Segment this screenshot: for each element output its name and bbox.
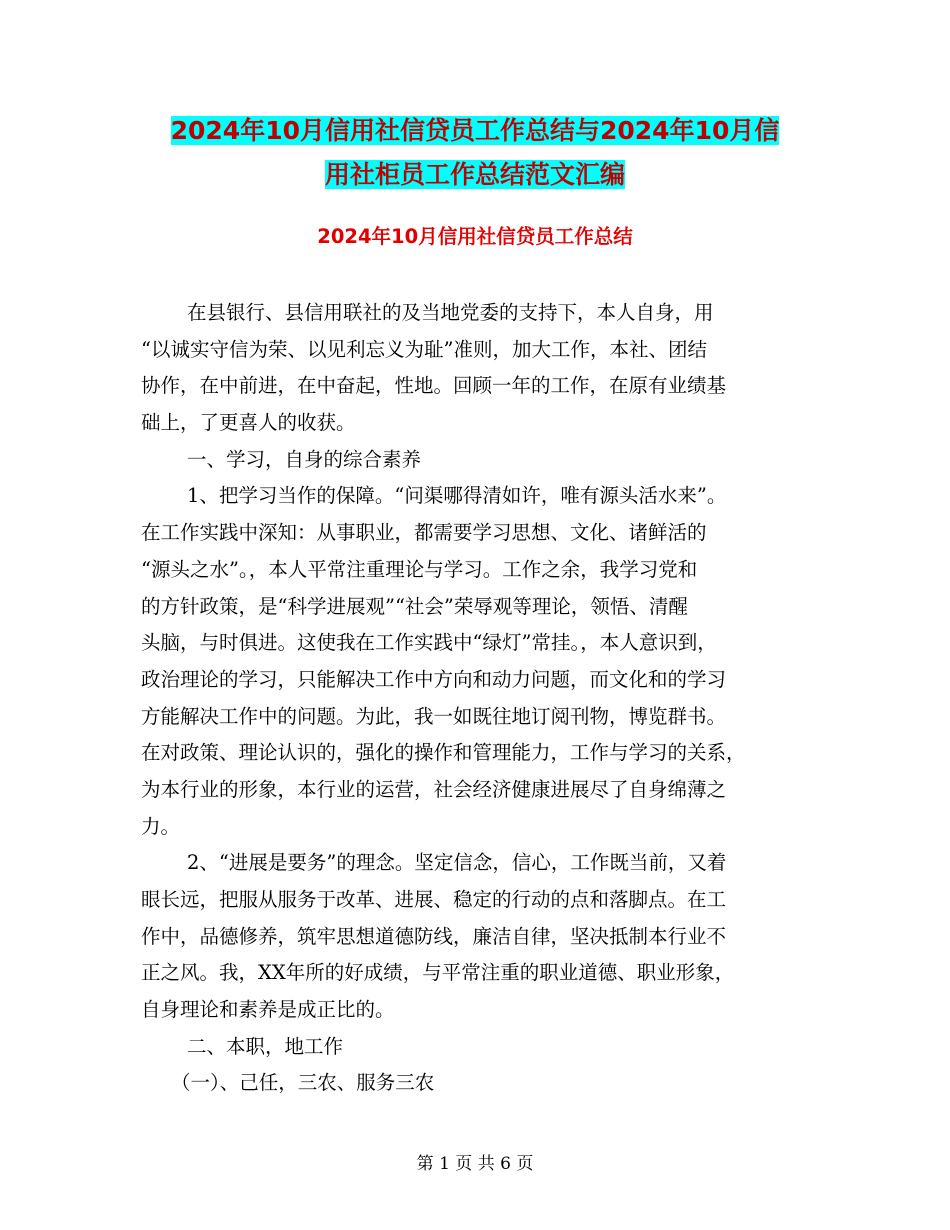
document-title-line-2 (140, 157, 810, 193)
paragraph-line: “以诚实守信为荣、以见利忘义为耻”准则，加大工作，本社、团结 (141, 337, 707, 361)
paragraph-line: 自身理论和素养是成正比的。 (141, 998, 395, 1022)
paragraph-line: 力。 (141, 814, 181, 838)
paragraph-line: 础上，了更喜人的收获。 (141, 411, 356, 435)
paragraph-line: 为本行业的形象，本行业的运营，社会经济健康进展尽了自身绵薄之 (141, 777, 727, 801)
document-body (141, 295, 811, 1102)
paragraph-line: 政治理论的学习，只能解决工作中方向和动力问题，而文化和的学习 (141, 667, 727, 691)
document-title-text-2: 用社柜员工作总结范文汇编 (324, 160, 625, 189)
heading-line: 二、本职，地工作 (187, 1034, 344, 1058)
document-title-text-1: 2024年10月信用社信贷员工作总结与2024年10月信 (170, 116, 780, 145)
paragraph-line: 在县银行、县信用联社的及当地党委的支持下，本人自身，用 (187, 301, 714, 324)
paragraph-line: 头脑，与时俱进。这使我在工作实践中“绿灯”常挂。，本人意识到， (141, 631, 717, 655)
paragraph-line: 眼长远，把服从服务于改革、进展、稳定的行动的点和落脚点。在工 (141, 888, 727, 911)
paragraph-line: 正之风。我，XX年所的好成绩，与平常注重的职业道德、职业形象， (141, 961, 735, 985)
paragraph-line: 在对政策、理论认识的，强化的操作和管理能力，工作与学习的关系， (141, 741, 746, 765)
paragraph-line: “源头之水”。，本人平常注重理论与学习。工作之余，我学习党和 (141, 557, 698, 581)
paragraph-line: 1、把学习当作的保障。“问渠哪得清如许，唯有源头活水来”。 (187, 484, 727, 508)
heading-line: 一、学习，自身的综合素养 (187, 447, 422, 471)
page-footer: 第 1 页 共 6 页 (416, 1154, 534, 1174)
paragraph-line: 方能解决工作中的问题。为此，我一如既往地订阅刊物，博览群书。 (141, 704, 727, 728)
paragraph-line: 2、“进展是要务”的理念。坚定信念，信心，工作既当前，又着 (187, 851, 727, 875)
paragraph-line: 的方针政策，是“科学进展观”“社会”荣辱观等理论，领悟、清醒 (141, 594, 688, 618)
paragraph-line: 协作，在中前进，在中奋起，性地。回顾一年的工作，在原有业绩基 (141, 374, 727, 398)
section-title: 2024年10月信用社信贷员工作总结 (317, 225, 633, 248)
paragraph-line: 在工作实践中深知：从事职业，都需要学习思想、文化、诸鲜活的 (141, 521, 707, 545)
paragraph-line: 作中，品德修养，筑牢思想道德防线，廉洁自律，坚决抵制本行业不 (141, 924, 727, 948)
document-title-line-1 (140, 113, 810, 149)
subheading-line: （一）、己任，三农、服务三农 (171, 1071, 435, 1095)
